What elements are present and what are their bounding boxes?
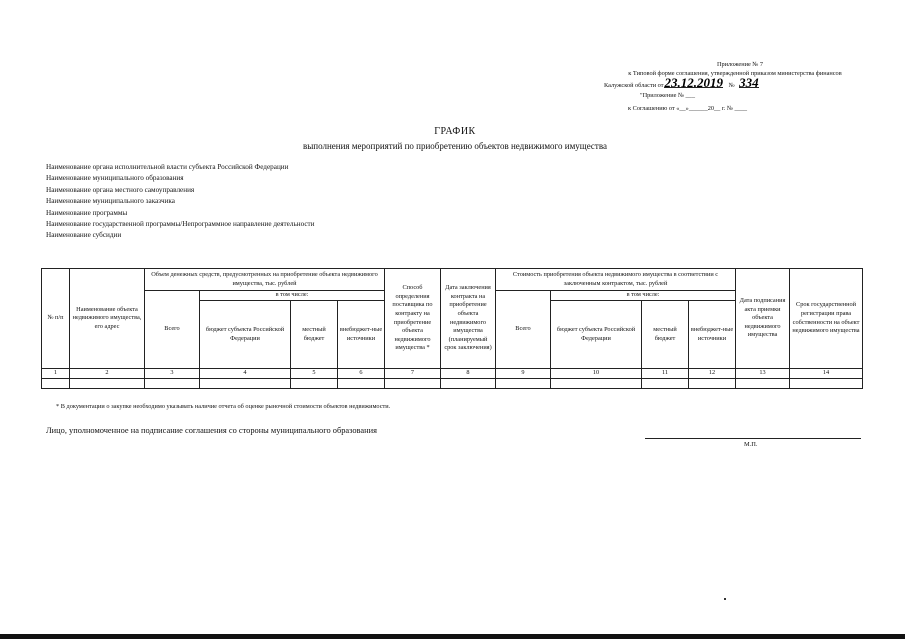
col-group-cost: Стоимость приобретения объекта недвижимого имущества в соответствии с заключенным контрактом, тыс. рублей [496,269,736,291]
scan-bottom-edge [0,634,905,639]
col-subheader-including-funds: в том числе: [200,291,385,301]
info-line-customer: Наименование муниципального заказчика [46,197,175,206]
col-header-name: Наименование объекта недвижимого имущества, его адрес [70,269,145,369]
col-subheader-including-cost: в том числе: [551,291,736,301]
empty-cell [496,378,551,388]
empty-data-row [42,378,863,388]
column-number: 4 [200,369,291,379]
col-header-offbudget-funds: внебюджет-ные источники [338,301,385,369]
appendix-line-1: Приложение № 7 [716,61,764,68]
appendix-line-2: к Типовой форме соглашения, утвержденной приказом министерства финансов [628,70,842,77]
col-header-act-date: Дата подписания акта приемки объекта недвижимого имущества [736,269,790,369]
signature-line [645,438,861,439]
document-subtitle: выполнения мероприятий по приобретению объектов недвижимого имущества [303,141,607,151]
appendix-line-4: "Приложение № ___ [640,92,695,99]
col-header-total-cost: Всего [496,291,551,369]
info-line-subsidy: Наименование субсидии [46,231,122,240]
column-number: 7 [385,369,441,379]
empty-cell [291,378,338,388]
column-number: 11 [642,369,689,379]
scan-dot [724,598,726,600]
schedule-table [41,268,863,389]
appendix-line-3-prefix: Калужской области от [604,82,664,89]
column-number: 10 [551,369,642,379]
col-header-contract-date: Дата заключения контракта на приобретение объекта недвижимого имущества (планируемый срок заключения) [441,269,496,369]
column-number: 6 [338,369,385,379]
empty-cell [642,378,689,388]
column-number: 12 [689,369,736,379]
info-line-state-program: Наименование государственной программы/Непрограммное направление деятельности [46,220,315,229]
empty-cell [70,378,145,388]
col-header-total-funds: Всего [145,291,200,369]
empty-cell [338,378,385,388]
info-lines [46,162,546,242]
column-number: 14 [790,369,863,379]
info-line-executive-body: Наименование органа исполнительной власти субъекта Российской Федерации [46,163,289,171]
empty-cell [441,378,496,388]
info-line-municipality: Наименование муниципального образования [46,174,184,183]
info-line-local-government: Наименование органа местного самоуправления [46,185,195,194]
appendix-line-5: к Соглашению от «__»______20__ г. № ____ [628,105,748,112]
col-header-np: № п/п [42,269,70,369]
empty-cell [385,378,441,388]
info-line-program: Наименование программы [46,208,128,217]
column-number: 8 [441,369,496,379]
col-group-funds: Объем денежных средств, предусмотренных на приобретение объекта недвижимого имущества, тыс. рублей [145,269,385,291]
handwritten-number: 334 [739,75,759,90]
col-header-offbudget-cost: внебюджет-ные источники [689,301,736,369]
empty-cell [145,378,200,388]
empty-cell [736,378,790,388]
column-number: 5 [291,369,338,379]
empty-cell [42,378,70,388]
empty-cell [790,378,863,388]
signature-label: Лицо, уполномоченное на подписание соглашения со стороны муниципального образования [46,426,377,435]
empty-cell [689,378,736,388]
column-numbers-row [42,369,863,379]
col-header-method: Способ определения поставщика по контракту на приобретение объекта недвижимого имущества * [385,269,441,369]
document-title: ГРАФИК [434,126,476,137]
col-header-local-funds: местный бюджет [291,301,338,369]
footnote: * В документации о закупке необходимо указывать наличие отчета об оценке рыночной стоимости объектов недвижимости. [56,403,391,410]
empty-cell [200,378,291,388]
stamp-place-label: М.П. [744,441,758,448]
col-header-registration: Срок государственной регистрации права собственности на объект недвижимого имущества [790,269,863,369]
column-number: 3 [145,369,200,379]
column-number: 2 [70,369,145,379]
col-header-local-cost: местный бюджет [642,301,689,369]
empty-cell [551,378,642,388]
col-header-budget-subject-cost: бюджет субъекта Российской Федерации [551,301,642,369]
column-number: 1 [42,369,70,379]
column-number: 9 [496,369,551,379]
handwritten-date: 23.12.2019 [664,75,723,90]
column-number: 13 [736,369,790,379]
appendix-no-label: № [728,82,735,89]
col-header-budget-subject-funds: бюджет субъекта Российской Федерации [200,301,291,369]
appendix-line-3 [604,75,804,90]
